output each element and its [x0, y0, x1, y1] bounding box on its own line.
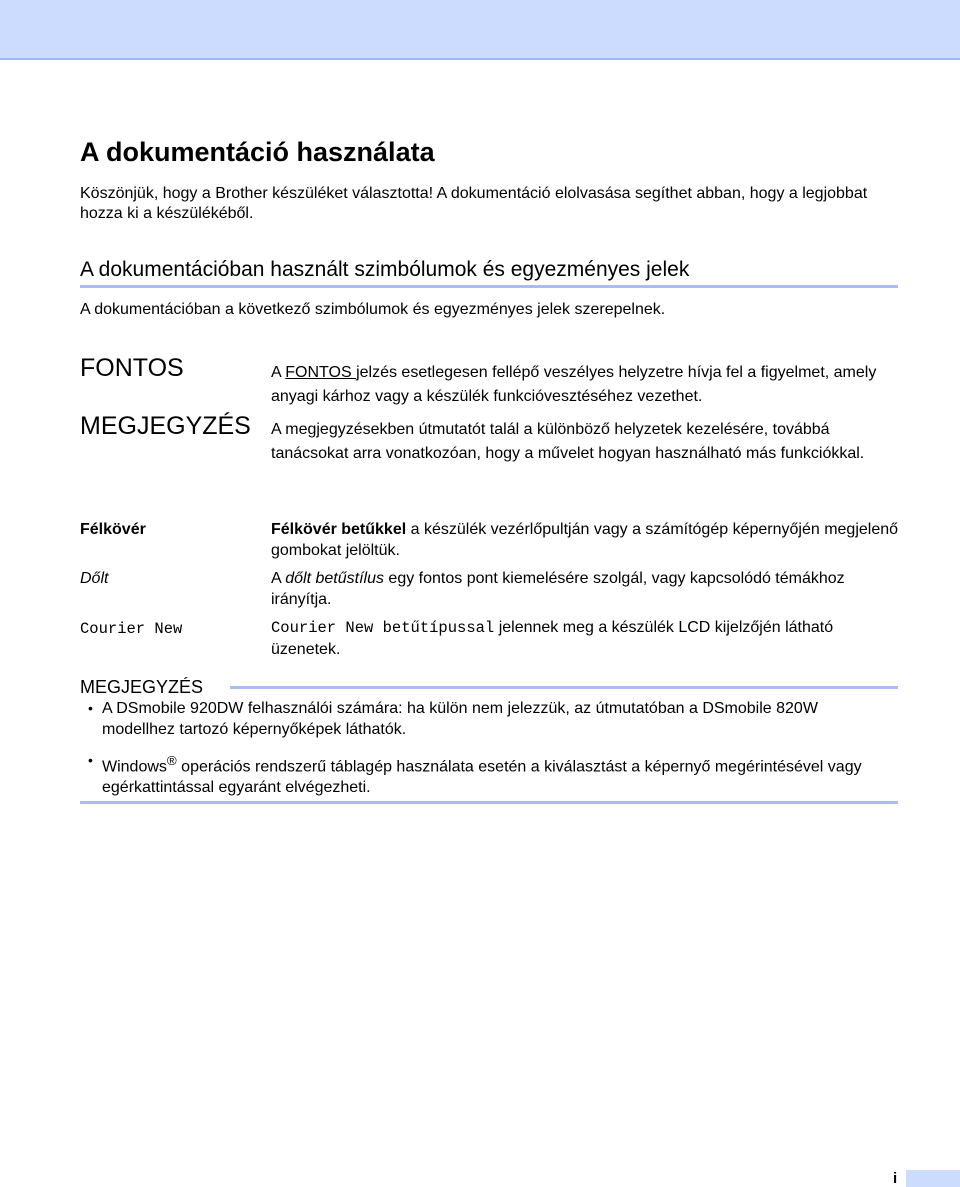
- fontos-description: [271, 361, 891, 409]
- intro-paragraph: Köszönjük, hogy a Brother készüléket választotta! A dokumentáció elolvasása segíthet abban, hogy a legjobbat hozza ki a készülékéből.: [80, 185, 868, 222]
- header-band: [0, 0, 960, 60]
- bold-label: Félkövér: [80, 521, 146, 538]
- note-heading: MEGJEGYZÉS: [80, 677, 204, 697]
- windows-text: Windows: [102, 758, 167, 776]
- courier-example: Courier New betűtípussal: [271, 619, 495, 637]
- bullet-icon: •: [88, 752, 93, 768]
- note-item: [80, 698, 890, 740]
- fontos-keyword: FONTOS: [285, 364, 357, 381]
- section-intro: A dokumentációban a következő szimbólumok és egyezményes jelek szerepelnek.: [80, 301, 666, 318]
- note-item: [80, 750, 890, 798]
- bullet-icon: •: [88, 700, 93, 716]
- italic-description: [271, 568, 901, 610]
- section-title: A dokumentációban használt szimbólumok és egyezményes jelek: [80, 258, 690, 281]
- page-title: A dokumentáció használata: [80, 137, 435, 167]
- italic-text-prefix: A: [271, 570, 286, 587]
- italic-text-rest: egy fontos pont kiemelésére szolgál, vagy kapcsolódó témákhoz irányítja.: [271, 570, 845, 608]
- bold-text-rest: a készülék vezérlőpultján vagy a számítógép képernyőjén megjelenő gombokat jelöltük.: [271, 521, 899, 559]
- italic-label: Dőlt: [80, 570, 109, 587]
- page-number-tab: [906, 1170, 960, 1187]
- page-number: i: [893, 1170, 898, 1187]
- megjegyzes-description: A megjegyzésekben útmutatót talál a különböző helyzetek kezelésére, továbbá tanácsokat arra vonatkozóan, hogy a művelet hogyan használható más funkciókkal.: [271, 421, 865, 462]
- courier-label: Courier New: [80, 620, 183, 638]
- note-item-text: operációs rendszerű táblagép használata esetén a kiválasztást a képernyő megérintésével vagy egérkattintással egyaránt elvégezheti.: [102, 758, 862, 797]
- note-item-text: A DSmobile 920DW felhasználói számára: ha külön nem jelezzük, az útmutatóban a DSmobile 820W modellhez tartozó képernyőképek láthatók.: [102, 700, 818, 738]
- courier-description: [271, 617, 901, 660]
- section-divider: [80, 285, 898, 288]
- note-bottom-divider: [80, 801, 898, 804]
- fontos-text-prefix: A: [271, 364, 286, 381]
- courier-text-rest: jelennek meg a készülék LCD kijelzőjén látható üzenetek.: [271, 619, 834, 658]
- fontos-label: FONTOS: [80, 354, 184, 382]
- bold-description: [271, 519, 901, 561]
- megjegyzes-label: MEGJEGYZÉS: [80, 412, 251, 440]
- fontos-text-rest: jelzés esetlegesen fellépő veszélyes helyzetre hívja fel a figyelmet, amely anyagi kárhoz vagy a készülék funkcióvesztéséhez vezethet.: [271, 364, 877, 405]
- registered-mark: ®: [166, 753, 177, 768]
- bold-example: Félkövér betűkkel: [271, 521, 407, 538]
- italic-example: dőlt betűstílus: [285, 570, 384, 587]
- note-divider: [230, 686, 898, 689]
- note-list: [80, 698, 890, 808]
